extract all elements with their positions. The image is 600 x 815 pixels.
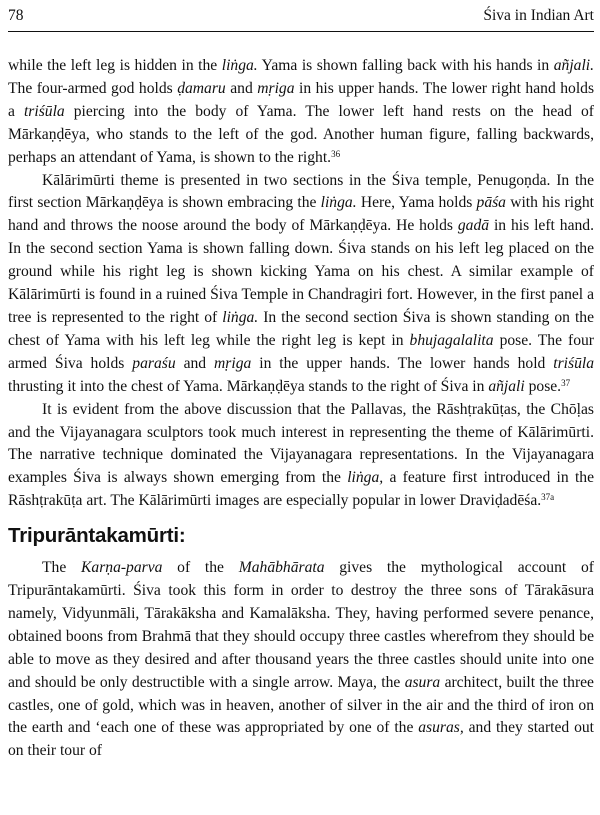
text-run: The xyxy=(42,559,81,577)
section-heading: Tripurāntakamūrti: xyxy=(8,524,186,548)
italic-term: añjali xyxy=(488,377,525,395)
header-rule xyxy=(8,31,594,32)
italic-term: mṛiga xyxy=(257,79,295,97)
running-title: Śiva in Indian Art xyxy=(483,7,594,24)
italic-term: liṅga. xyxy=(221,57,258,74)
text-run: in the upper hands. The lower hands hold xyxy=(251,354,554,372)
paragraph xyxy=(8,170,594,399)
text-run: and xyxy=(175,354,215,372)
footnote-ref: 37a xyxy=(541,492,555,503)
italic-term: asura xyxy=(404,673,441,691)
page-body xyxy=(8,55,594,763)
text-run: piercing into the body of Yama. The lower left hand rests on the head of Mārkaṇḍēya, who stands to the left of the god. Another human figure, falling backwards, perhaps an attendant of Yama, is shown to the right. xyxy=(8,102,594,166)
italic-term: Mahābhārata xyxy=(238,559,325,577)
text-run: Kālārimūrti theme is presented in two sections in the Śiva temple, Penugoṇda. In the first section Mārkaṇḍēya is shown embracing the xyxy=(8,171,594,212)
paragraph xyxy=(8,557,594,763)
italic-term: liṅga, xyxy=(347,469,384,487)
text-run: in his upper hands. The lower right hand holds a xyxy=(8,79,595,120)
page-header xyxy=(8,5,594,31)
italic-term: triśūla xyxy=(23,102,65,120)
text-run: and xyxy=(225,79,258,97)
italic-term: gadā xyxy=(457,217,490,235)
italic-term: paraśu xyxy=(132,354,176,372)
italic-term: mṛiga xyxy=(214,354,252,372)
footnote-ref: 36 xyxy=(331,148,341,159)
text-run: of the xyxy=(162,559,239,577)
paragraph xyxy=(8,55,594,170)
text-run: in his left hand. In the second section Yama is shown falling down. Śiva stands on his left leg placed on the ground while his right leg is shown kicking Yama on his chest. A similar example of Kālārimūrti is found in a ruined Śiva Temple in Chandragiri fort. However, in the first panel a tree is represented to the right of xyxy=(8,217,594,326)
italic-term: triśūla xyxy=(553,354,595,372)
italic-term: asuras, xyxy=(418,719,464,737)
text-run: In the second section Śiva is shown standing on the chest of Yama with his left leg while the right leg is kept in xyxy=(8,308,595,349)
paragraphs-block xyxy=(8,55,594,513)
text-run: The four-armed god holds xyxy=(8,79,178,97)
paragraph xyxy=(8,399,594,514)
text-run: gives the mythological account of Tripurāntakamūrti. Śiva took this form in order to destroy the three sons of Tārakāsura namely, Vidyunmāli, Tārakāksha and Kamalāksha. They, having performed severe penance, obtained boons from Brahmā that they should occupy three castles wherefrom they should be able to move as they desired and after thousand years the three castles should unite into one and should be only destructible with a single arrow. Maya, the xyxy=(8,559,594,691)
text-run: a feature first introduced in the Rāshṭrakūṭa art. The Kālārimūrti images are especially popular in lower Draviḍadēśa. xyxy=(8,469,594,510)
text-run: and they started out on their tour of xyxy=(8,719,594,760)
text-run: architect, built the three castles, one of gold, which was in heaven, another of silver in the air and the third of iron on the earth and ‘each one of these was appropriated by one of the xyxy=(8,673,594,737)
text-run: pose. The four armed Śiva holds xyxy=(8,331,594,372)
text-run: with his right hand and throws the noose around the body of Mārkaṇḍēya. He holds xyxy=(8,194,594,235)
italic-term: liṅga. xyxy=(222,308,259,326)
text-run: Yama is shown falling back with his hands in xyxy=(257,57,554,74)
italic-term: ḍamaru xyxy=(177,79,226,97)
text-run: It is evident from the above discussion that the Pallavas, the Rāshṭrakūṭas, the Chōḷas and the Vijayanagara sculptors took much interest in representing the theme of Kālārimūrti. The narrative technique dominated the Vijayanagara representations. In the Vijayanagara examples Śiva is always shown emerging from the xyxy=(8,400,594,487)
text-run: while the left leg is hidden in the xyxy=(8,57,222,74)
text-run: pose. xyxy=(524,377,562,395)
text-run: Here, Yama holds xyxy=(356,194,477,212)
section-paragraphs-block xyxy=(8,557,594,763)
page-number: 78 xyxy=(8,7,24,24)
footnote-ref: 37 xyxy=(561,377,571,388)
text-run: thrusting it into the chest of Yama. Mārkaṇḍēya stands to the right of Śiva in xyxy=(8,377,489,395)
italic-term: Karṇa-parva xyxy=(81,559,163,577)
italic-term: pāśa xyxy=(476,194,506,212)
italic-term: añjali. xyxy=(553,57,595,74)
italic-term: bhujagalalita xyxy=(409,331,494,349)
italic-term: liṅga. xyxy=(320,194,357,212)
